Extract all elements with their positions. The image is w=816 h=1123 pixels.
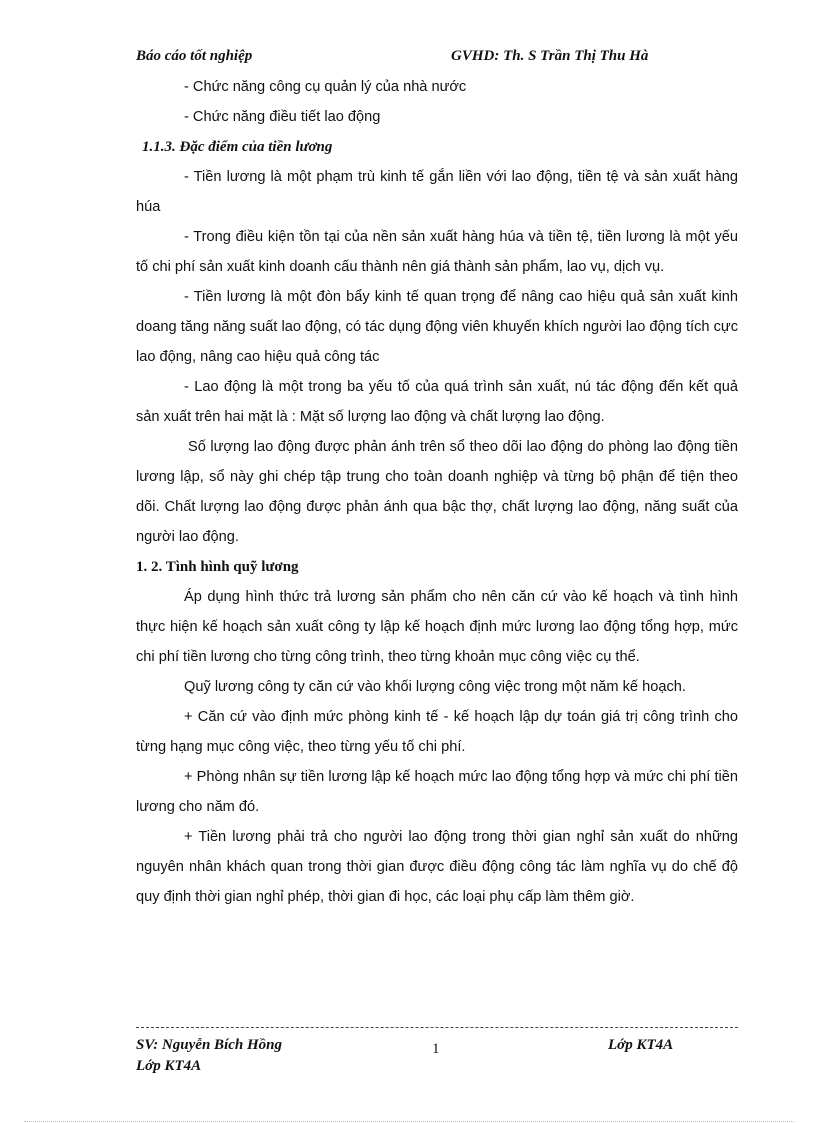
header-report-title: Báo cáo tốt nghiệp xyxy=(136,48,253,64)
header-supervisor: GVHD: Th. S Trần Thị Thu Hà xyxy=(451,48,649,64)
paragraph: Quỹ lương công ty căn cứ vào khối lượng công việc trong một năm kế hoạch. xyxy=(184,679,686,695)
paragraph: - Lao động là một trong ba yếu tố của quá trình sản xuất, nú tác động đến kết quả sản xuất trên hai mặt là : Mặt số lượng lao động và chất lượng lao động. xyxy=(136,379,738,425)
section-heading: 1. 2. Tình hình quỹ lương xyxy=(136,559,299,575)
paragraph: + Căn cứ vào định mức phòng kinh tế - kế hoạch lập dự toán giá trị công trình cho từng hạng mục công việc, theo từng yếu tố chi phí. xyxy=(136,709,738,755)
footer-class-below: Lớp KT4A xyxy=(136,1058,202,1074)
paragraph: Số lượng lao động được phản ánh trên sổ theo dõi lao động do phòng lao động tiền lương lập, sổ này ghi chép tập trung cho toàn doanh nghiệp và từng bộ phận để tiện theo dõi. Chất lượng lao động được phản ánh qua bậc thợ, chất lượng lao động, năng suất của người lao động. xyxy=(136,439,738,545)
paragraph: - Chức năng điều tiết lao động xyxy=(184,109,381,125)
paragraph: - Tiền lương là một phạm trù kinh tế gắn liền với lao động, tiền tệ và sản xuất hàng húa xyxy=(136,169,738,215)
footer-student-name: SV: Nguyễn Bích Hồng xyxy=(136,1037,282,1053)
paragraph: + Phòng nhân sự tiền lương lập kế hoạch mức lao động tổng hợp và mức chi phí tiền lương cho năm đó. xyxy=(136,769,738,815)
page-number: 1 xyxy=(432,1041,440,1057)
paragraph: + Tiền lương phải trả cho người lao động trong thời gian nghỉ sản xuất do những nguyên nhân khách quan trong thời gian được điều động công tác làm nghĩa vụ do chế độ quy định thời gian nghỉ phép, thời gian đi học, các loại phụ cấp làm thêm giờ. xyxy=(136,829,738,905)
paragraph: - Tiền lương là một đòn bẩy kinh tế quan trọng để nâng cao hiệu quả sản xuất kinh doang tăng năng suất lao động, có tác dụng động viên khuyến khích người lao động tích cực lao động, nâng cao hiệu quả công tác xyxy=(136,289,738,365)
footer-class-right: Lớp KT4A xyxy=(608,1037,674,1053)
paragraph: Áp dụng hình thức trả lương sản phẩm cho nên căn cứ vào kế hoạch và tình hình thực hiện kế hoạch sản xuất công ty lập kế hoạch định mức lương lao động tổng hợp, mức chi phí tiền lương cho từng công trình, theo từng khoản mục công việc cụ thể. xyxy=(136,589,738,665)
paragraph: - Chức năng công cụ quản lý của nhà nước xyxy=(184,79,467,95)
page-body xyxy=(136,72,738,912)
paragraph: - Trong điều kiện tồn tại của nền sản xuất hàng húa và tiền tệ, tiền lương là một yếu tố chi phí sản xuất kinh doanh cấu thành nên giá thành sản phẩm, lao vụ, dịch vụ. xyxy=(136,229,738,275)
page-edge-divider xyxy=(24,1121,794,1122)
footer-divider xyxy=(136,1027,738,1028)
section-heading: 1.1.3. Đặc điểm của tiền lương xyxy=(142,139,333,155)
